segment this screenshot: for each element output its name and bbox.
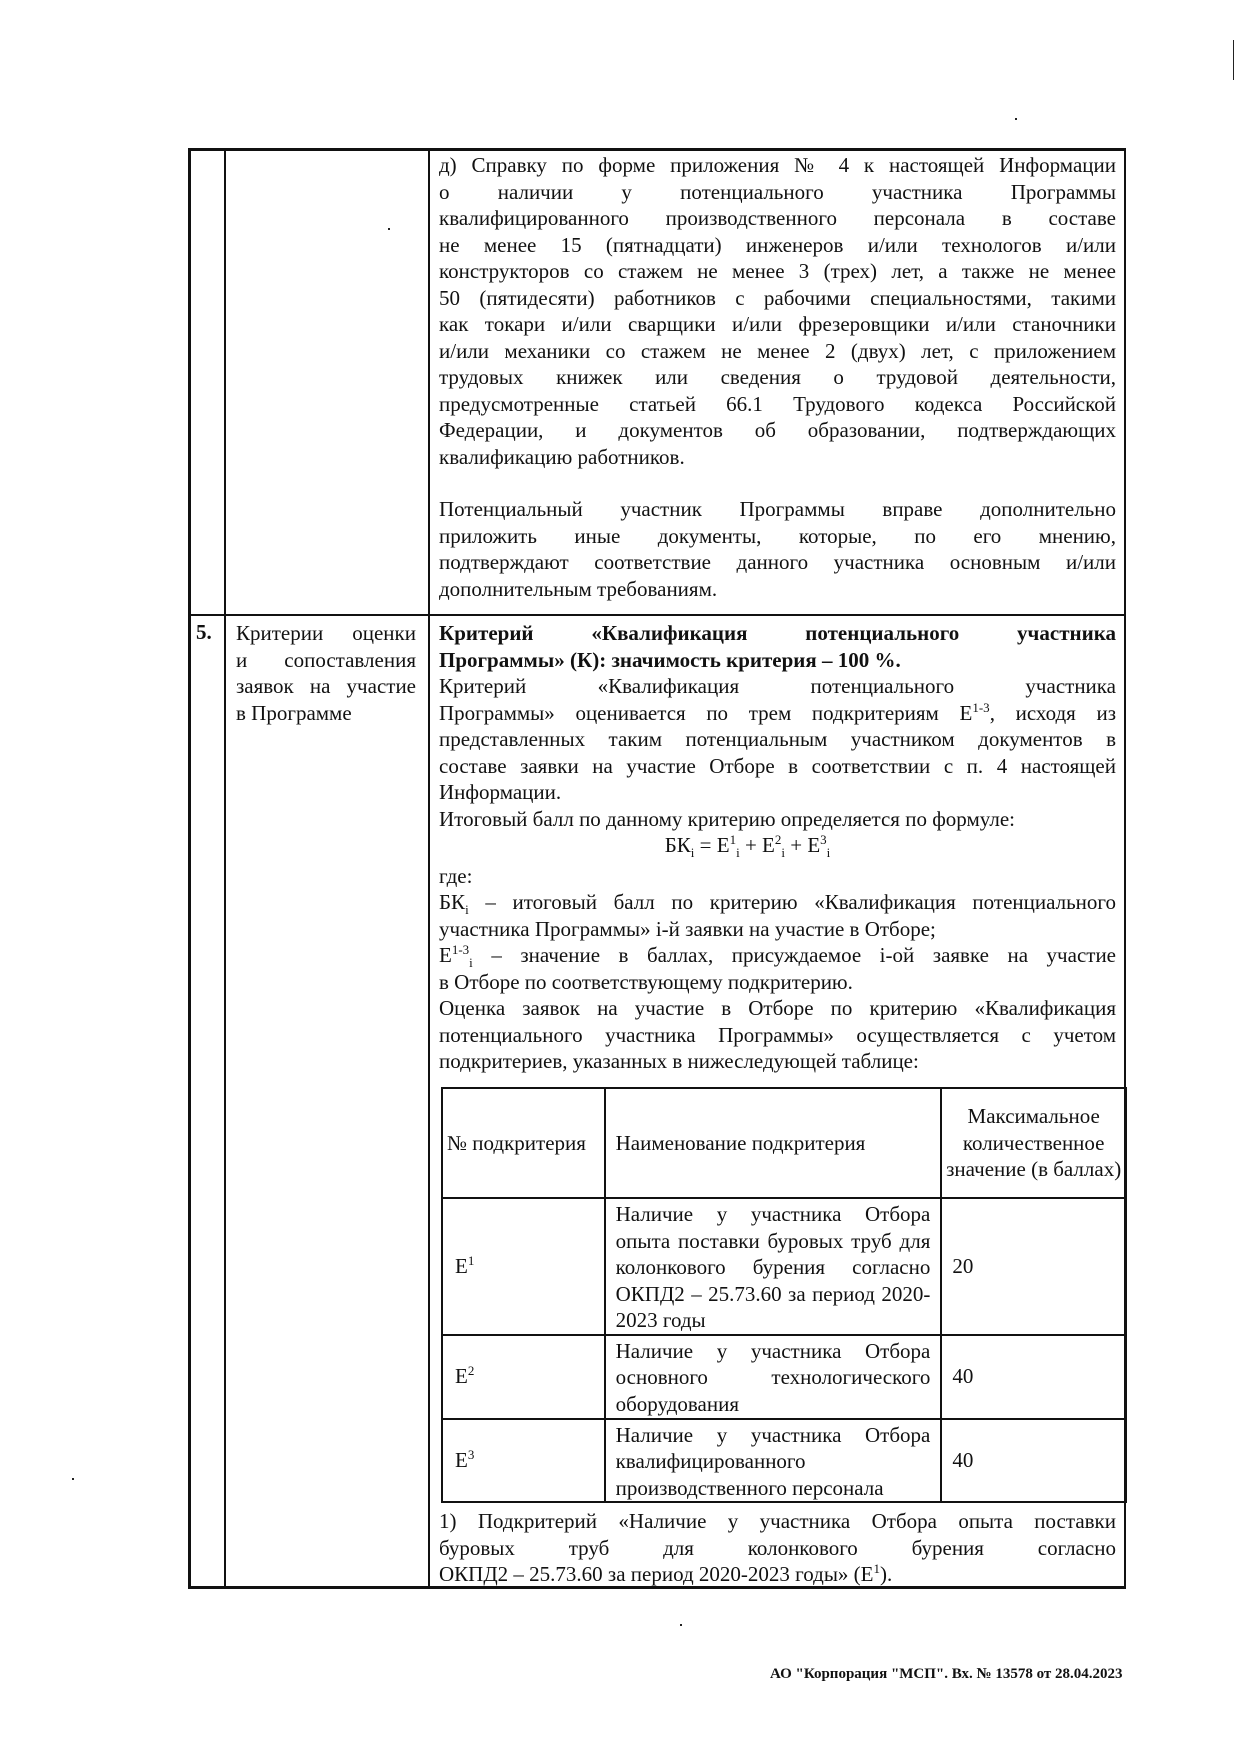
table-header-row [442, 1088, 1126, 1198]
scan-speck [1233, 40, 1234, 80]
section-d-line: конструкторов со стажем не менее 3 (трех) лет, а также не менее [439, 259, 1116, 283]
sub1-line: 1) Подкритерий «Наличие у участника Отбора опыта поставки [439, 1509, 1116, 1533]
subscript: i [690, 845, 695, 861]
section-d-line: и/или механики со стажем не менее 2 (двух) лет, с приложением [439, 338, 1116, 363]
criterion-para: Информации. [439, 780, 562, 804]
superscript: 2 [467, 1363, 475, 1379]
extra-docs-line: дополнительным требованиям. [439, 576, 718, 601]
table-row [442, 1419, 1126, 1503]
superscript: 1 [467, 1253, 475, 1268]
subcriterion-code [442, 1335, 605, 1419]
subcriterion-name: Наличие у участника Отбора квалифицированного производственного персонала [605, 1419, 942, 1503]
text: E [439, 943, 452, 967]
subcriteria-table [441, 1087, 1127, 1503]
subscript: i [781, 845, 785, 861]
criterion-para: представленных таким потенциальным участником документов в [439, 727, 1116, 751]
formula [439, 832, 1116, 859]
row-divider-5 [188, 614, 1126, 616]
definition: участника Программы» i-й заявки на участие в Отборе; [439, 916, 936, 941]
table-row [442, 1198, 1126, 1335]
text: ОКПД2 – 25.73.60 за период 2020-2023 годы» (E [439, 1562, 874, 1586]
section-d-line: д) Справку по форме приложения № 4 к настоящей Информации [439, 153, 1116, 177]
header-subcriterion-number: № подкритерия [442, 1088, 605, 1198]
equals: = [694, 833, 717, 857]
spacer [439, 470, 1116, 496]
section-d-line: как токари и/или сварщики и/или фрезеровщики и/или станочники [439, 312, 1116, 336]
subcriterion-max: 20 [941, 1198, 1126, 1335]
formula-intro: Итоговый балл по данному критерию определяется по формуле: [439, 806, 1015, 831]
criteria-label-line: Критерии оценки [236, 621, 416, 645]
superscript: 3 [467, 1447, 475, 1462]
section-d-line: о наличии у потенциального участника Программы [439, 179, 1116, 204]
section-d-line: предусмотренные статьей 66.1 Трудового кодекса Российской [439, 391, 1116, 416]
superscript: 1 [873, 1561, 880, 1576]
criterion-heading: Программы» (К): значимость критерия – 100 %. [439, 647, 901, 672]
section-d-line: Федерации, и документов об образовании, подтверждающих [439, 418, 1116, 442]
superscript: 1-3 [451, 942, 470, 957]
section-d-line: не менее 15 (пятнадцати) инженеров и/или технологов и/или [439, 232, 1116, 257]
criterion-heading: Критерий «Квалификация потенциального участника [439, 621, 1116, 645]
section-d-line: квалификацию работников. [439, 444, 685, 469]
subcriterion-max: 40 [941, 1419, 1126, 1503]
subcriterion-code [442, 1198, 605, 1335]
eval-para: Оценка заявок на участие в Отборе по критерию «Квалификация [439, 996, 1116, 1020]
extra-docs-line: приложить иные документы, которые, по его мнению, [439, 523, 1116, 548]
criterion-para: составе заявки на участие Отборе в соответствии с п. 4 настоящей [439, 753, 1116, 778]
subcriterion-code [442, 1419, 605, 1503]
plus: + [785, 833, 808, 857]
formula-lhs: БК [664, 833, 691, 857]
subcriterion-name: Наличие у участника Отбора опыта поставки буровых труб для колонкового бурения согласно ОКПД2 – 25.73.60 за период 2020-2023 годы [605, 1198, 942, 1335]
text: E [455, 1448, 468, 1472]
subscript: i [465, 902, 469, 918]
criteria-content [439, 620, 1116, 1075]
sub1-line [439, 1561, 1116, 1588]
extra-docs-line: подтверждают соответствие данного участника основным и/или [439, 550, 1116, 574]
term: E [762, 833, 775, 857]
superscript: 1-3 [972, 699, 990, 715]
section-d-cell [439, 152, 1116, 602]
subscript: i [469, 955, 473, 971]
subcriterion-name: Наличие у участника Отбора основного технологического оборудования [605, 1335, 942, 1419]
section-d-line: 50 (пятидесяти) работников с рабочими специальностями, такими [439, 285, 1116, 310]
subcriterion-1-heading [439, 1508, 1116, 1588]
extra-docs-line: Потенциальный участник Программы вправе дополнительно [439, 497, 1116, 521]
term: E [807, 833, 821, 857]
sub1-line: буровых труб для колонкового бурения согласно [439, 1535, 1116, 1560]
plus: + [739, 833, 763, 857]
term: E [716, 833, 730, 857]
criteria-label-line: в Программе [236, 700, 352, 725]
scan-speck [680, 1624, 682, 1626]
header-max-value: Максимальное количественное значение (в баллах) [941, 1088, 1126, 1198]
where-label: где: [439, 863, 473, 888]
text: E [455, 1254, 468, 1278]
subscript: i [736, 845, 740, 861]
section-d-line: трудовых книжек или сведения о трудовой деятельности, [439, 365, 1116, 389]
criterion-para: Критерий «Квалификация потенциального участника [439, 674, 1116, 698]
table-row [442, 1335, 1126, 1419]
subcriterion-max: 40 [941, 1335, 1126, 1419]
column-divider-number [224, 148, 226, 1589]
incoming-registration-stamp: АО "Корпорация "МСП". Вх. № 13578 от 28.04.2023 [770, 1666, 1123, 1682]
superscript: 3 [820, 832, 827, 847]
text: E [455, 1364, 468, 1389]
criterion-para [439, 700, 1116, 727]
subscript: i [826, 845, 831, 861]
text: – значение в баллах, присуждаемое i-ой заявке на участие [472, 943, 1116, 967]
text: БК [439, 890, 466, 914]
row-number: 5. [196, 620, 212, 644]
text: ). [880, 1562, 893, 1586]
section-d-line: квалифицированного производственного персонала в составе [439, 206, 1116, 230]
scan-speck [1015, 118, 1017, 120]
eval-para: подкритериев, указанных в нижеследующей таблице: [439, 1049, 919, 1073]
text: , исходя из [989, 700, 1116, 725]
definition [439, 889, 1116, 916]
text: Программы» оценивается по трем подкритериям E [439, 700, 973, 725]
scan-speck [72, 1478, 74, 1480]
definition [439, 942, 1116, 969]
criteria-label-line: и сопоставления [236, 647, 416, 672]
superscript: 2 [774, 832, 782, 847]
header-subcriterion-name: Наименование подкритерия [605, 1088, 942, 1198]
column-divider-label [428, 148, 430, 1589]
superscript: 1 [729, 832, 737, 847]
text: – итоговый балл по критерию «Квалификация потенциального [468, 890, 1116, 914]
eval-para: потенциального участника Программы» осуществляется с учетом [439, 1022, 1116, 1047]
criteria-label [236, 620, 416, 726]
criteria-label-line: заявок на участие [236, 674, 416, 698]
definition: в Отборе по соответствующему подкритерию. [439, 969, 853, 994]
